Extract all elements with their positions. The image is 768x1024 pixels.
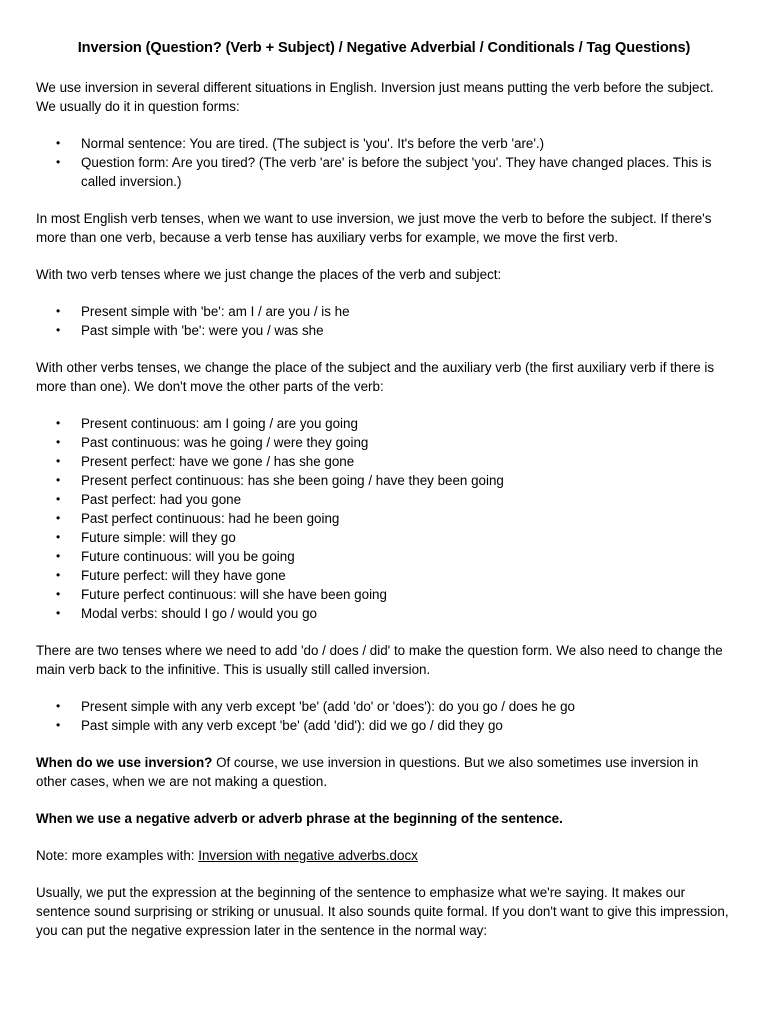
bullet-icon: • [56, 435, 61, 449]
list-item-text: Past simple with any verb except 'be' (add 'did'): did we go / did they go [81, 718, 503, 733]
bullet-icon: • [56, 511, 61, 525]
document-title: Inversion (Question? (Verb + Subject) / Negative Adverbial / Conditionals / Tag Questions) [77, 40, 691, 56]
usually-paragraph: Usually, we put the expression at the beginning of the sentence to emphasize what we're saying. It makes our sentence sound surprising or striking or unusual. It also sounds quite formal. If you don't want to give this impression, you can put the negative expression later in the sentence in the normal way: [36, 885, 729, 938]
list-item [56, 321, 732, 340]
list-item [56, 547, 732, 566]
intro-bullet-list [36, 134, 732, 191]
bullet-icon: • [56, 568, 61, 582]
list-item [56, 302, 732, 321]
list-item [56, 566, 732, 585]
list-item [56, 604, 732, 623]
list-item [56, 528, 732, 547]
list-item [56, 134, 732, 153]
when-heading: When do we use inversion? [36, 755, 213, 770]
list-item [56, 414, 732, 433]
list-item-text: Future perfect continuous: will she have been going [81, 587, 387, 602]
list-item-text: Future continuous: will you be going [81, 549, 295, 564]
list-item-text: Past perfect continuous: had he been going [81, 511, 340, 526]
list-item [56, 509, 732, 528]
bullet-icon: • [56, 473, 61, 487]
list-item [56, 716, 732, 735]
list-item-text: Present simple with 'be': am I / are you / is he [81, 304, 350, 319]
do-bullet-list [36, 697, 732, 735]
list-item [56, 697, 732, 716]
list-item-text: Present perfect: have we gone / has she gone [81, 454, 355, 469]
list-item-text: Future perfect: will they have gone [81, 568, 286, 583]
list-item-text: Past simple with 'be': were you / was she [81, 323, 324, 338]
bullet-icon: • [56, 718, 61, 732]
bullet-icon: • [56, 549, 61, 563]
bullet-icon: • [56, 454, 61, 468]
list-item [56, 452, 732, 471]
list-item-text: Past perfect: had you gone [81, 492, 242, 507]
list-item-text: Present simple with any verb except 'be' (add 'do' or 'does'): do you go / does he go [81, 699, 575, 714]
auxiliary-bullet-list [36, 414, 732, 623]
list-item [56, 471, 732, 490]
when-text: Of course, we use inversion in questions. But we also sometimes use inversion in other cases, when we are not making a question. [36, 755, 699, 789]
be-bullet-list [36, 302, 732, 340]
when-paragraph [36, 753, 732, 791]
list-item [56, 153, 732, 191]
bullet-icon: • [56, 699, 61, 713]
list-item-text: Past continuous: was he going / were they going [81, 435, 369, 450]
list-item-text: Normal sentence: You are tired. (The subject is 'you'. It's before the verb 'are'.) [81, 136, 545, 151]
bullet-icon: • [56, 155, 61, 169]
negative-adverbs-doc-link[interactable]: Inversion with negative adverbs.docx [198, 848, 418, 863]
list-item-text: Question form: Are you tired? (The verb 'are' is before the subject 'you'. They have changed places. This is called inversion.) [81, 155, 712, 189]
other-tenses-paragraph: With other verbs tenses, we change the place of the subject and the auxiliary verb (the first auxiliary verb if there is more than one). We don't move the other parts of the verb: [36, 360, 715, 394]
negative-adverb-heading: When we use a negative adverb or adverb phrase at the beginning of the sentence. [36, 811, 563, 826]
bullet-icon: • [56, 606, 61, 620]
list-item-text: Future simple: will they go [81, 530, 236, 545]
bullet-icon: • [56, 304, 61, 318]
bullet-icon: • [56, 136, 61, 150]
two-tenses-paragraph: With two verb tenses where we just change the places of the verb and subject: [36, 267, 502, 282]
do-does-paragraph: There are two tenses where we need to add 'do / does / did' to make the question form. We also need to change the main verb back to the infinitive. This is usually still called inversion. [36, 643, 723, 677]
list-item [56, 585, 732, 604]
list-item-text: Present continuous: am I going / are you going [81, 416, 358, 431]
intro-paragraph: We use inversion in several different situations in English. Inversion just means putting the verb before the subject. We usually do it in question forms: [36, 80, 714, 114]
list-item [56, 490, 732, 509]
bullet-icon: • [56, 323, 61, 337]
note-paragraph [36, 846, 732, 865]
bullet-icon: • [56, 416, 61, 430]
list-item-text: Present perfect continuous: has she been going / have they been going [81, 473, 504, 488]
note-prefix: Note: more examples with: [36, 848, 199, 863]
bullet-icon: • [56, 530, 61, 544]
bullet-icon: • [56, 587, 61, 601]
first-verb-paragraph: In most English verb tenses, when we want to use inversion, we just move the verb to before the subject. If there's more than one verb, because a verb tense has auxiliary verbs for example, we move the first verb. [36, 211, 712, 245]
list-item-text: Modal verbs: should I go / would you go [81, 606, 317, 621]
bullet-icon: • [56, 492, 61, 506]
list-item [56, 433, 732, 452]
